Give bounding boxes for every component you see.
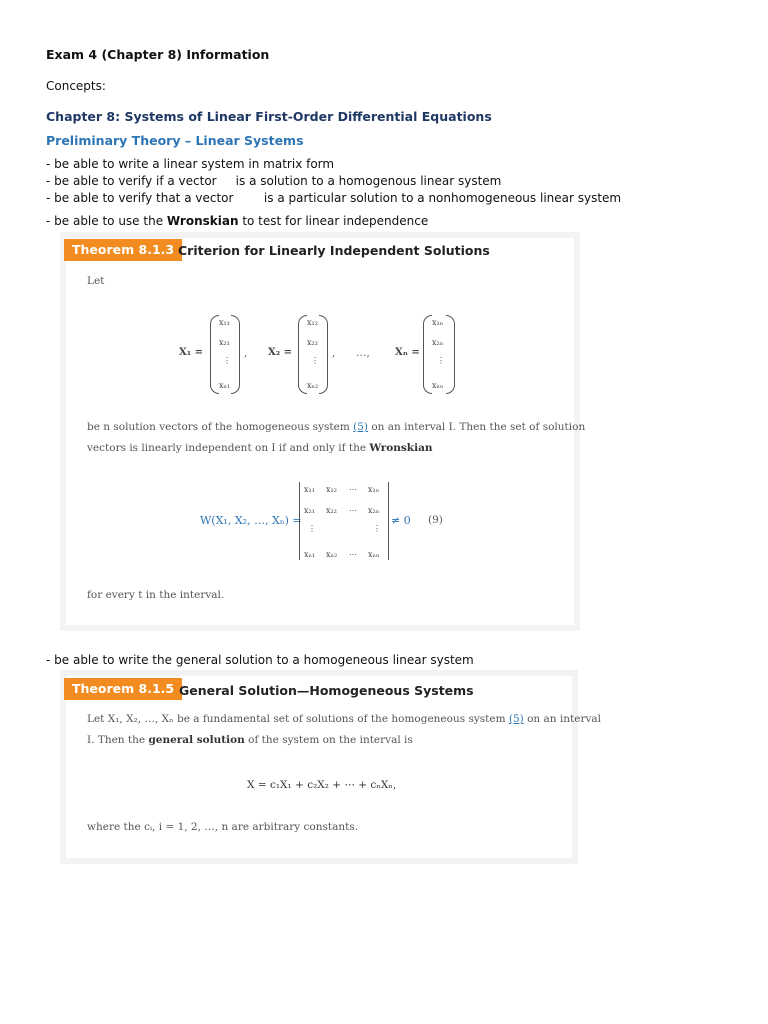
bullet-wronskian: - be able to use the Wronskian to test for linear independence <box>46 214 429 228</box>
general-solution-formula: X = c₁X₁ + c₂X₂ + ⋯ + cₙXₙ, <box>247 779 397 791</box>
wronskian-lhs: W(X₁, X₂, …, Xₙ) = <box>200 514 302 527</box>
xn-label: Xₙ = <box>395 347 420 358</box>
section-heading: Preliminary Theory – Linear Systems <box>46 133 304 148</box>
not-equal-zero: ≠ 0 <box>391 514 411 527</box>
theorem-line-2: I. Then the general solution of the system on the interval is <box>87 734 413 746</box>
bullet-particular-solution: - be able to verify that a vector is a particular solution to a nonhomogeneous linear system <box>46 191 622 205</box>
theorem-8-1-3-box: Theorem 8.1.3 Criterion for Linearly Independent Solutions Let X₁ = x₁₁ x₂₁ ⋮ xₙ₁ , X₂ = x₁₂ x₂₂ ⋮ xₙ₂ , …, Xₙ = x₁ₙ x₂ₙ ⋮ xₙₙ be n solution vectors of the homogeneous system (5) on an interval I. Then the set of solution vectors is linearly independent on I if and only if the Wronskian W(X₁, X₂, …, Xₙ) = x₁₁ x₁₂ ⋯ x₁ₙ x₂₁ x₂₂ ⋯ x₂ₙ ⋮ ⋮ xₙ₁ xₙ₂ ⋯ xₙₙ ≠ 0 (9) for every t in the interval. <box>60 232 580 631</box>
x1-label: X₁ = <box>179 347 203 358</box>
theorem-footer: where the cᵢ, i = 1, 2, …, n are arbitrary constants. <box>87 821 359 833</box>
bullet-matrix-form: - be able to write a linear system in matrix form <box>46 157 335 171</box>
equation-link[interactable]: (5) <box>353 421 368 433</box>
theorem-paragraph-2: vectors is linearly independent on I if and only if the Wronskian <box>87 442 433 454</box>
theorem-line-1: Let X₁, X₂, …, Xₙ be a fundamental set of solutions of the homogeneous system (5) on an interval <box>87 713 602 725</box>
page-title: Exam 4 (Chapter 8) Information <box>46 47 270 62</box>
concepts-label: Concepts: <box>46 79 106 93</box>
equation-link[interactable]: (5) <box>508 713 524 725</box>
ellipsis: …, <box>356 347 370 359</box>
equation-number: (9) <box>428 514 443 526</box>
theorem-tag: Theorem 8.1.3 <box>64 239 182 261</box>
theorem-tag: Theorem 8.1.5 <box>64 678 182 700</box>
bullet-general-solution: - be able to write the general solution to a homogeneous linear system <box>46 653 474 667</box>
theorem-paragraph-1: be n solution vectors of the homogeneous system (5) on an interval I. Then the set of solution <box>87 421 586 433</box>
bullet-verify-solution: - be able to verify if a vector is a solution to a homogenous linear system <box>46 174 502 188</box>
chapter-heading: Chapter 8: Systems of Linear First-Order Differential Equations <box>46 109 492 124</box>
let-text: Let <box>87 275 105 287</box>
theorem-8-1-5-box <box>60 670 602 864</box>
theorem-footer: for every t in the interval. <box>87 589 225 601</box>
theorem-title: General Solution—Homogeneous Systems <box>179 683 474 698</box>
x2-label: X₂ = <box>268 347 292 358</box>
theorem-title: Criterion for Linearly Independent Solutions <box>178 243 490 258</box>
